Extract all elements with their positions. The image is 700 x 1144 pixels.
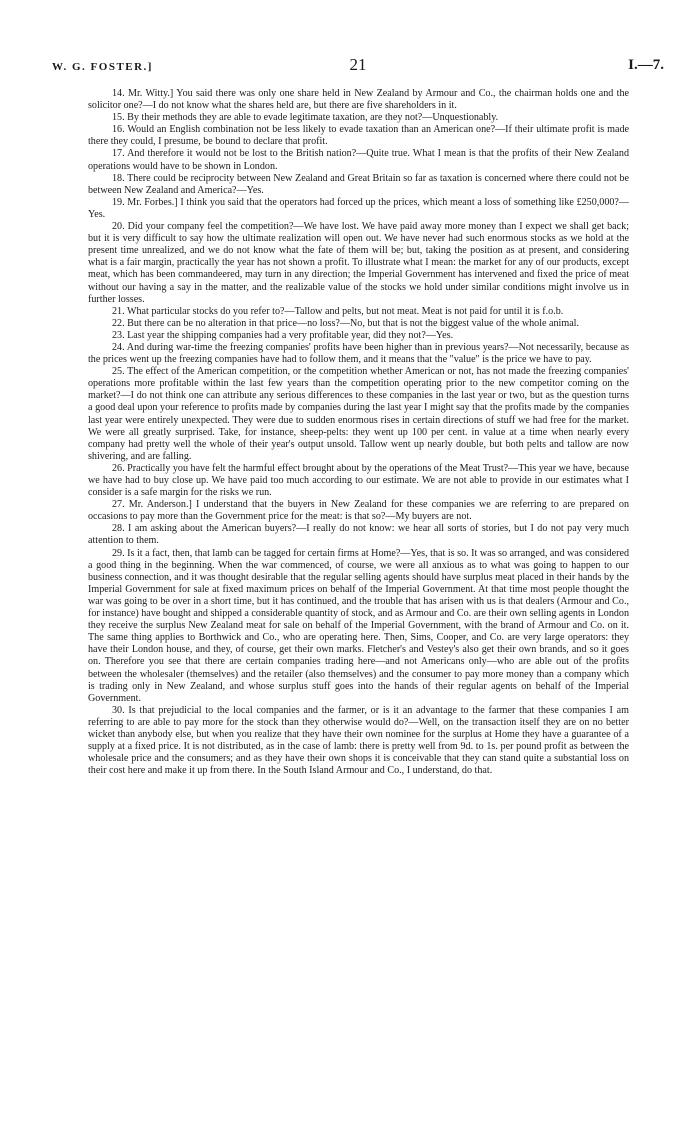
paragraph: 15. By their methods they are able to evade legitimate taxation, are they not?—Unquestionably. <box>112 112 499 124</box>
paragraph: 30. Is that prejudicial to the local companies and the farmer, or is it an advantage to the farmer that these companies I am referring to are able to pay more for the stock than they otherwise would do?—Well, on the transaction itself they are on no better wicket than anybody else, but when you realize that they have their own nominee for the surplus at Home they have a guarantee of a supply at a fixed price. It is not distributed, as in the case of lamb: there is pretty well from 9d. to 1s. per pound profit as between the wholesale price and the consumers; and as they have their own shops it is conceivable that they can stand quite a substantial loss on their cost here and make it up from there. In the South Island Armour and Co., I understand, do that. <box>88 704 629 777</box>
paragraph: 17. And therefore it would not be lost to the British nation?—Quite true. What I mean is that the profits of their New Zealand operations would have to be shown in London. <box>88 148 629 172</box>
paragraph: 21. What particular stocks do you refer to?—Tallow and pelts, but not meat. Meat is not paid for until it is f.o.b. <box>112 305 564 317</box>
page-header <box>52 55 664 79</box>
page-number: 21 <box>349 55 367 74</box>
paragraph: 29. Is it a fact, then, that lamb can be tagged for certain firms at Home?—Yes, that is so. It was so arranged, and was considered a good thing in the beginning. When the war commenced, of course, we were all anxious as to what was going to happen to our business connection, and it was thought desirable that the regular selling agents should have surplus meat placed in their hands by the Imperial Government for sale at fixed maximum prices on behalf of the Imperial Government. At that time most people thought the war was going to be over in a short time, but it has continued, and the trouble that has arisen with us is that dealers (Armour and Co., for instance) have bought and shipped a considerable quantity of stock, and as Armour and Co. are their own selling agents in London they receive the surplus New Zealand meat for sale on behalf of the Imperial Government, with the brand of Armour and Co. on it. The same thing applies to Borthwick and Co., who are operating here. Then, Sims, Cooper, and Co. are very large operators: they have their London house, and they, of course, get their own marks. Fletcher's and Vestey's also get their own brands, and so it goes on. Therefore you see that there are certain companies trading here—and not Americans only—who are able out of the profits between the wholesaler (themselves) and the retailer (also themselves) and the consumer to pay more money than a company which is trading only in New Zealand, and whose surplus stuff goes into the hands of their regular agents on behalf of the Imperial Government. <box>88 547 630 704</box>
paragraph: 19. Mr. Forbes.] I think you said that the operators had forced up the prices, which meant a loss of something like £250,000?—Yes. <box>88 196 629 220</box>
paragraph: 14. Mr. Witty.] You said there was only one share held in New Zealand by Armour and Co., the chairman holds one and the solicitor one?—I do not know what the shares held are, but there are five shareholders in it. <box>88 88 629 112</box>
paragraph: 24. And during war-time the freezing companies' profits have been higher than in previous years?—Not necessarily, because as the prices went up the freezing companies have had to follow them, and it means that the "value" is the price we have to pay. <box>88 341 629 366</box>
paragraph: 25. The effect of the American competition, or the competition whether American or not, has not made the freezing companies' operations more profitable within the last few years than the competition operating prior to the new competitor coming on the market?—I do not think one can attribute any serious differences to these companies in the last year or two, but as the question turns a good deal upon your reference to profits made by companies during the last year I might say that the profits made by the companies last year were entirely unexpected. They were due to sudden enormous rises in certain directions of stuff we had free for the market. We were all greatly surprised. Take, for instance, sheep-pelts: they went up 100 per cent. in value at a time when nearly every company had pretty well the whole of their year's output unsold. Tallow went up nearly double, but both pelts and tallow are now shivering, and are falling. <box>88 366 629 462</box>
paragraph: 23. Last year the shipping companies had a very profitable year, did they not?—Yes. <box>112 329 454 341</box>
paragraph: 18. There could be reciprocity between New Zealand and Great Britain so far as taxation is concerned where there could not be between New Zealand and America?—Yes. <box>88 172 629 196</box>
paragraph: 22. But there can be no alteration in that price—no loss?—No, but that is not the biggest value of the whole animal. <box>112 317 580 329</box>
paragraph: 16. Would an English combination not be less likely to evade taxation than an American one?—If their ultimate profit is made there they could, I presume, be bound to declare that profit. <box>88 124 629 148</box>
paragraph: 28. I am asking about the American buyers?—I really do not know: we hear all sorts of stories, but I do not pay very much attention to them. <box>88 523 629 547</box>
header-witness-name: W. G. FOSTER.] <box>52 61 153 73</box>
paragraph: 26. Practically you have felt the harmful effect brought about by the operations of the Meat Trust?—This year we have, because we have had to buy close up. We have paid too much according to our estimate. We are not able to provide in our estimates what I consider is a safe margin for the risks we run. <box>88 462 629 499</box>
header-paper-reference: I.—7. <box>628 57 664 73</box>
document-body <box>88 88 629 777</box>
paragraph: 27. Mr. Anderson.] I understand that the buyers in New Zealand for these companies we are referring to are prepared on occasions to pay more than the Government price for the meat: is that so?—My buyers are not. <box>88 499 629 523</box>
paragraph: 20. Did your company feel the competition?—We have lost. We have paid away more money than I expect we shall get back; but it is very difficult to say how the ultimate realization will open out. We have never had such enormous stocks as we hold at the present time unrealized, and we do not know what the fate of them will be; but, taking the position as at present, and considering what is a fair margin, practically the year has not shown a profit. To illustrate what I mean: the market for any of our products, except meat, which has been commandeered, may turn in any direction; the Imperial Government has intervened and fixed the price of meat without our having a say in the matter, and the realizable value of the stocks we hold under similar conditions might involve us in further losses. <box>88 221 629 305</box>
